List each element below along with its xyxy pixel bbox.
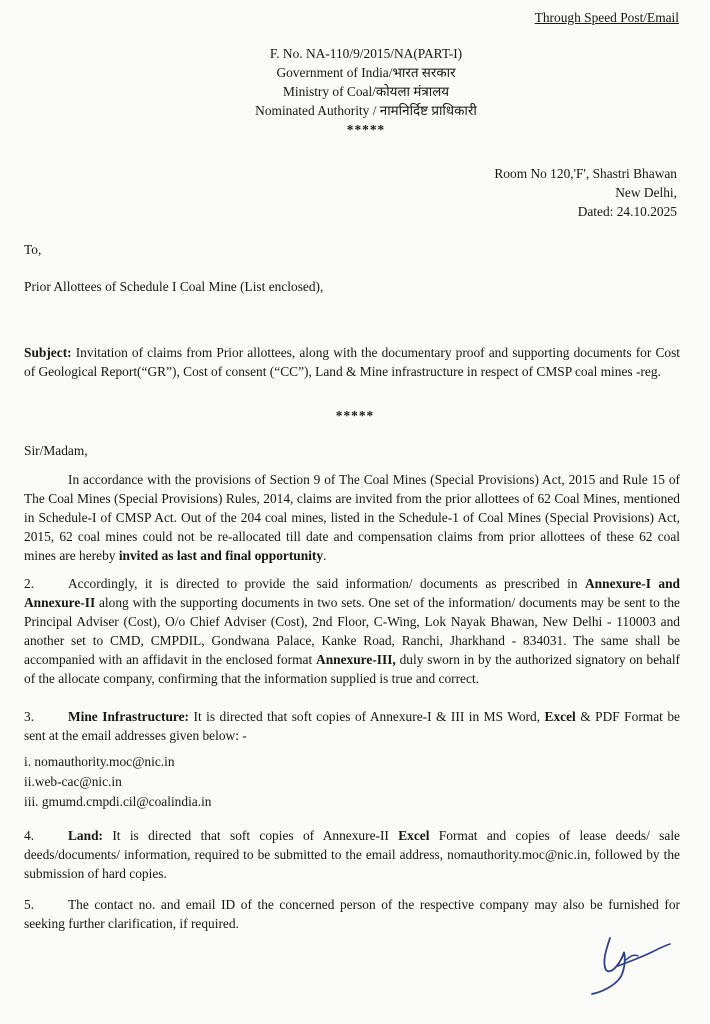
paragraph-2 — [24, 574, 680, 688]
para2-bold-2: Annexure-III, — [316, 652, 396, 667]
para2-text-3: duly sworn in by the authorized signatory on behalf of the allocate company, confirming that the information supplied is true and correct. — [24, 652, 681, 686]
email-list — [24, 752, 212, 812]
header-stars: ***** — [346, 122, 386, 137]
email-item-2: ii.web-cac@nic.in — [24, 774, 122, 789]
email-item-1: i. nomauthority.moc@nic.in — [24, 754, 175, 769]
para4-label: Land: — [68, 828, 103, 843]
paragraph-5 — [24, 895, 680, 933]
para4-text-2: Format and copies of lease deeds/ sale deeds/documents/ information, required to be submitted to the email address, nomauthority.moc@nic.in, followed by the submission of hard copies. — [24, 828, 681, 881]
letter-header — [0, 44, 710, 139]
para4-bold: Excel — [398, 828, 430, 843]
para1-bold: invited as last and final opportunity — [118, 548, 324, 563]
para4-text-1: It is directed that soft copies of Annexure-II — [102, 828, 399, 843]
file-number: F. No. NA-110/9/2015/NA(PART-I) — [269, 46, 463, 61]
para2-text-1: Accordingly, it is directed to provide the said information/ documents as prescribed in — [68, 576, 586, 591]
ministry-line: Ministry of Coal/कोयला मंत्रालय — [282, 84, 450, 99]
government-line: Government of India/भारत सरकार — [276, 65, 456, 80]
para2-bold-1: Annexure-I and Annexure-II — [24, 576, 680, 610]
subject-label: Subject: — [24, 345, 72, 360]
paragraph-3 — [24, 707, 680, 745]
para2-number: 2. — [24, 576, 35, 591]
subject-text: Invitation of claims from Prior allottees, along with the documentary proof and supporting documents for Cost of Geological Report(“GR”), Cost of consent (“CC”), Land & Mine infrastructure in respect of CMSP coal mines -reg. — [24, 345, 680, 379]
room-line: Room No 120,'F', Shastri Bhawan — [494, 166, 677, 181]
para5-text: The contact no. and email ID of the concerned person of the respective company may also be furnished for seeking further clarification, if required. — [24, 897, 680, 931]
subject-paragraph — [24, 343, 680, 381]
sender-address — [494, 164, 677, 221]
para3-text-2: & PDF Format be sent at the email addresses given below: - — [24, 709, 680, 743]
para3-bold: Excel — [544, 709, 576, 724]
delivery-note: Through Speed Post/Email — [534, 10, 679, 25]
city-line: New Delhi, — [615, 185, 677, 200]
para1-text: In accordance with the provisions of Section 9 of The Coal Mines (Special Provisions) Act, 2015 and Rule 15 of The Coal Mines (Special Provisions) Rules, 2014, claims are invited from the prior allottees of 62 Coal Mines, mentioned in Schedule-I of CMSP Act. Out of the 204 coal mines, listed in the Schedule-1 of Coal Mines (Special Provisions) Act, 2015, 62 coal mines could not be re-allocated till date and compensation claims from prior allottees of these 62 coal mines are hereby — [24, 472, 680, 563]
salutation: Sir/Madam, — [24, 443, 88, 458]
paragraph-1 — [24, 470, 680, 565]
para3-label: Mine Infrastructure: — [68, 709, 189, 724]
para1-end: . — [323, 548, 327, 563]
divider-stars: ***** — [335, 408, 375, 423]
to-line: To, — [24, 242, 42, 257]
recipient-line: Prior Allottees of Schedule I Coal Mine (List enclosed), — [24, 279, 324, 294]
para4-number: 4. — [24, 828, 35, 843]
para3-number: 3. — [24, 709, 35, 724]
para5-number: 5. — [24, 897, 35, 912]
para2-text-2: along with the supporting documents in two sets. One set of the information/ documents may be sent to the Principal Adviser (Cost), O/o Chief Adviser (Cost), 2nd Floor, C-Wing, Lok Nayak Bhawan, New Delhi - 110003 and another set to CMD, CMPDIL, Gondwana Palace, Kanke Road, Ranchi, Jharkhand - 834031. The same shall be accompanied with an affidavit in the enclosed format — [24, 595, 680, 667]
paragraph-4 — [24, 826, 680, 883]
signature — [566, 930, 676, 1000]
authority-line: Nominated Authority / नामनिर्दिष्ट प्राधिकारी — [255, 103, 477, 118]
date-line: Dated: 24.10.2025 — [577, 204, 677, 219]
para3-text-1: It is directed that soft copies of Annexure-I & III in MS Word, — [189, 709, 545, 724]
email-item-3: iii. gmumd.cmpdi.cil@coalindia.in — [24, 794, 212, 809]
